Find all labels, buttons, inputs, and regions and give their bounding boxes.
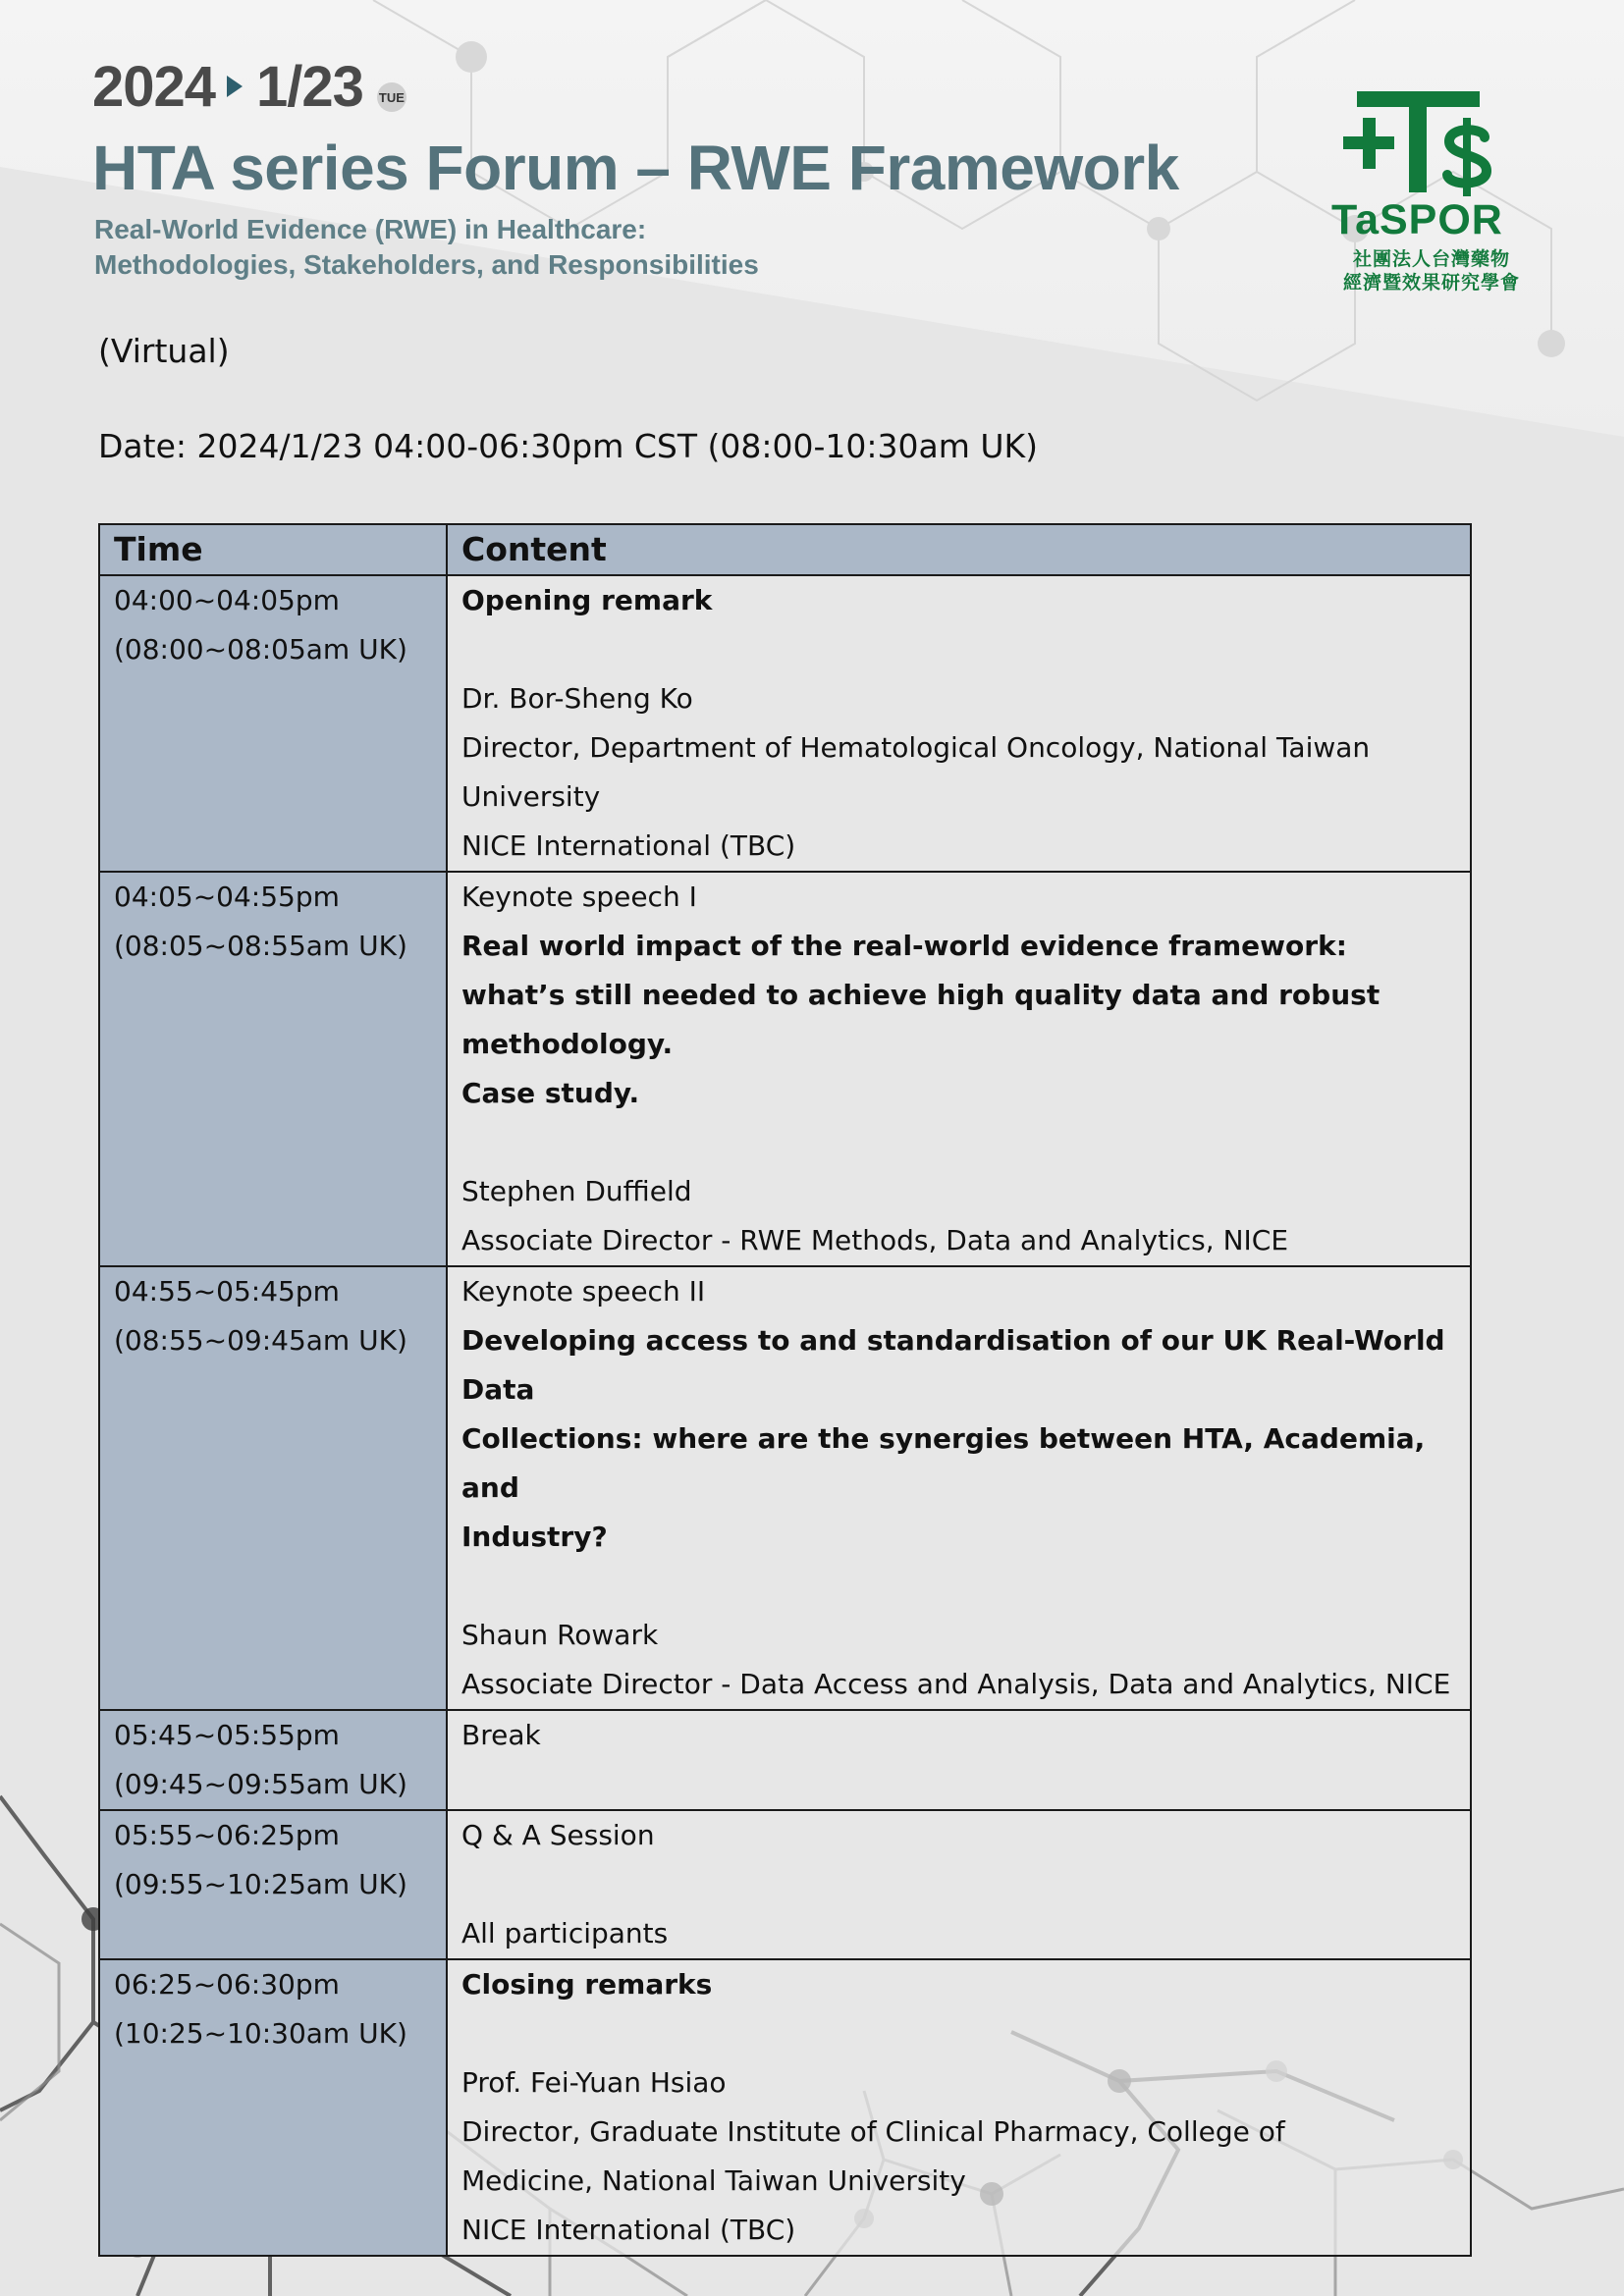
time-local: 06:25~06:30pm bbox=[114, 1968, 340, 2001]
content-line: Q & A Session bbox=[461, 1819, 655, 1851]
time-cell bbox=[99, 575, 447, 872]
event-date-text: Date: 2024/1/23 04:00-06:30pm CST (08:00-10:30am UK) bbox=[98, 427, 1039, 465]
content-line: University bbox=[461, 780, 601, 813]
triangle-right-icon bbox=[227, 76, 243, 97]
blank-line bbox=[461, 2009, 1456, 2058]
table-row bbox=[99, 1266, 1471, 1710]
agenda-table bbox=[98, 523, 1472, 2257]
blank-line bbox=[461, 1118, 1456, 1167]
time-uk: (09:45~09:55am UK) bbox=[114, 1768, 407, 1800]
time-local: 04:00~04:05pm bbox=[114, 584, 340, 616]
time-cell bbox=[99, 1959, 447, 2256]
content-cell bbox=[447, 1959, 1471, 2256]
blank-line bbox=[461, 625, 1456, 674]
content-cell bbox=[447, 1710, 1471, 1810]
time-uk: (09:55~10:25am UK) bbox=[114, 1868, 407, 1900]
subtitle-line-2: Methodologies, Stakeholders, and Responsibilities bbox=[94, 249, 759, 280]
taspor-logo bbox=[1327, 88, 1534, 296]
table-header-row bbox=[99, 524, 1471, 575]
content-line: NICE International (TBC) bbox=[461, 2214, 796, 2246]
time-cell bbox=[99, 1266, 447, 1710]
time-uk: (08:05~08:55am UK) bbox=[114, 930, 407, 962]
content-cell bbox=[447, 1266, 1471, 1710]
plus-dollar-logo-icon bbox=[1327, 88, 1534, 196]
content-line: Developing access to and standardisation of our UK Real-World Data bbox=[461, 1324, 1445, 1406]
table-row bbox=[99, 1959, 1471, 2256]
content-cell bbox=[447, 1810, 1471, 1959]
content-line: Keynote speech II bbox=[461, 1275, 706, 1308]
content-line: NICE International (TBC) bbox=[461, 829, 796, 862]
table-row bbox=[99, 1810, 1471, 1959]
time-uk: (08:55~09:45am UK) bbox=[114, 1324, 407, 1357]
content-line: Industry? bbox=[461, 1521, 608, 1553]
agenda-body bbox=[99, 575, 1471, 2256]
time-cell bbox=[99, 1710, 447, 1810]
content-line: Dr. Bor-Sheng Ko bbox=[461, 682, 693, 715]
content-line: Keynote speech I bbox=[461, 881, 697, 913]
time-column-header: Time bbox=[99, 524, 447, 575]
table-row bbox=[99, 575, 1471, 872]
table-row bbox=[99, 872, 1471, 1266]
table-row bbox=[99, 1710, 1471, 1810]
year-text: 2024 bbox=[92, 54, 216, 119]
content-line: Collections: where are the synergies between HTA, Academia, and bbox=[461, 1422, 1426, 1504]
content-cell bbox=[447, 872, 1471, 1266]
weekday-badge: TUE bbox=[377, 82, 406, 112]
content-line: Medicine, National Taiwan University bbox=[461, 2164, 966, 2197]
content-line: Stephen Duffield bbox=[461, 1175, 692, 1207]
content-line: Case study. bbox=[461, 1077, 640, 1109]
content-line: Break bbox=[461, 1719, 541, 1751]
content-line: Associate Director - Data Access and Analysis, Data and Analytics, NICE bbox=[461, 1668, 1451, 1700]
content-line: what’s still needed to achieve high quality data and robust methodology. bbox=[461, 979, 1380, 1060]
content-line: Shaun Rowark bbox=[461, 1619, 659, 1651]
blank-line bbox=[461, 1860, 1456, 1909]
logo-brand-text: TaSPOR bbox=[1331, 196, 1503, 243]
time-cell bbox=[99, 1810, 447, 1959]
time-local: 04:55~05:45pm bbox=[114, 1275, 340, 1308]
time-cell bbox=[99, 872, 447, 1266]
time-local: 05:45~05:55pm bbox=[114, 1719, 340, 1751]
blank-line bbox=[461, 1562, 1456, 1611]
subtitle-line-1: Real-World Evidence (RWE) in Healthcare: bbox=[94, 214, 647, 244]
content-line: Opening remark bbox=[461, 584, 713, 616]
time-local: 04:05~04:55pm bbox=[114, 881, 340, 913]
time-uk: (08:00~08:05am UK) bbox=[114, 633, 407, 666]
time-uk: (10:25~10:30am UK) bbox=[114, 2017, 407, 2050]
date-label: 1/23 bbox=[256, 54, 363, 119]
content-line: Prof. Fei-Yuan Hsiao bbox=[461, 2066, 727, 2099]
year-label bbox=[92, 54, 215, 120]
content-line: Director, Graduate Institute of Clinical Pharmacy, College of bbox=[461, 2115, 1285, 2148]
event-format: (Virtual) bbox=[98, 332, 230, 370]
logo-name-line-2: 經濟暨效果研究學會 bbox=[1342, 272, 1520, 294]
content-line: Real world impact of the real-world evidence framework: bbox=[461, 930, 1347, 962]
time-local: 05:55~06:25pm bbox=[114, 1819, 340, 1851]
content-line: Director, Department of Hematological Oncology, National Taiwan bbox=[461, 731, 1371, 764]
logo-name-line-1: 社團法人台灣藥物 bbox=[1352, 248, 1510, 270]
content-line: All participants bbox=[461, 1917, 669, 1949]
content-column-header: Content bbox=[447, 524, 1471, 575]
content-cell bbox=[447, 575, 1471, 872]
event-date-heading bbox=[92, 54, 406, 119]
content-line: Associate Director - RWE Methods, Data and Analytics, NICE bbox=[461, 1224, 1289, 1256]
content-line: Closing remarks bbox=[461, 1968, 713, 2001]
page-subtitle bbox=[94, 212, 759, 283]
page-title: HTA series Forum – RWE Framework bbox=[92, 133, 1179, 203]
logo-chinese-name bbox=[1333, 247, 1530, 294]
